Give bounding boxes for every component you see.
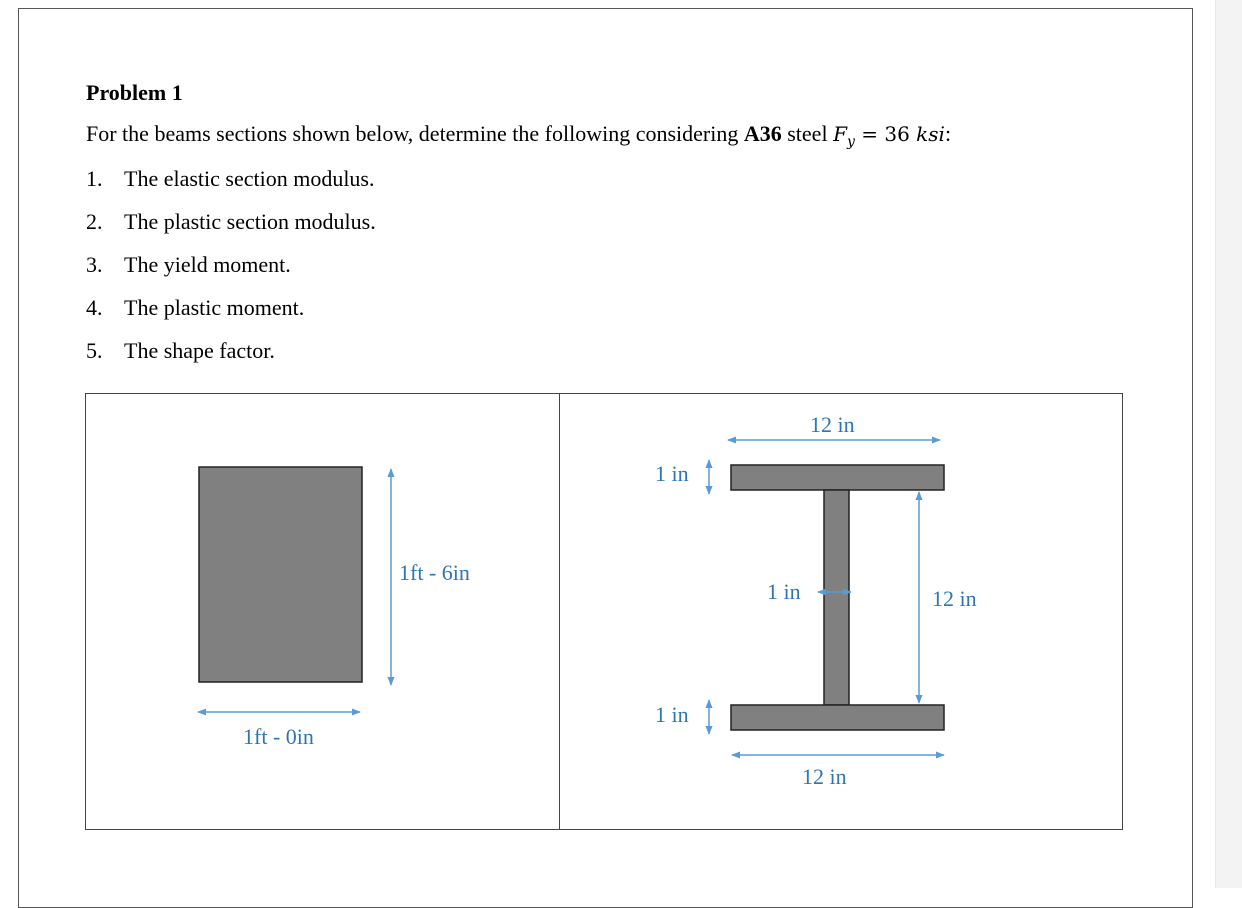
fy-unit: ksi <box>916 122 945 146</box>
scrollbar[interactable] <box>1215 0 1242 888</box>
task-list <box>86 166 376 381</box>
list-item <box>86 166 376 209</box>
list-item-number: 2. <box>86 209 103 234</box>
list-item-text: The yield moment. <box>124 252 291 277</box>
bottom-flange-width-label: 12 in <box>802 764 847 789</box>
top-flange-thickness-label: 1 in <box>655 461 689 486</box>
top-flange-width-label: 12 in <box>810 412 855 437</box>
list-item <box>86 252 376 295</box>
figure-divider <box>559 393 560 830</box>
intro-suffix: : <box>944 121 952 146</box>
list-item-number: 1. <box>86 166 103 191</box>
top-flange <box>731 465 944 490</box>
bottom-flange-thickness-label: 1 in <box>655 702 689 727</box>
intro-mid: steel <box>781 121 834 146</box>
beam-sections-figure <box>85 393 1123 830</box>
rectangle-height-label: 1ft - 6in <box>399 560 470 585</box>
fy-equals: = 36 <box>854 122 917 146</box>
list-item-text: The shape factor. <box>124 338 275 363</box>
intro-prefix: For the beams sections shown below, determine the following considering <box>86 121 744 146</box>
bottom-flange <box>731 705 944 730</box>
list-item <box>86 338 376 381</box>
list-item <box>86 209 376 252</box>
list-item-text: The plastic moment. <box>124 295 305 320</box>
yield-stress-formula <box>833 122 945 150</box>
rectangle-shape <box>199 467 362 682</box>
problem-title: Problem 1 <box>86 80 183 105</box>
rectangle-width-label: 1ft - 0in <box>243 724 314 749</box>
list-item <box>86 295 376 338</box>
list-item-number: 3. <box>86 252 103 277</box>
list-item-text: The elastic section modulus. <box>124 166 375 191</box>
list-item-number: 4. <box>86 295 103 320</box>
web <box>824 490 849 705</box>
fy-symbol: F <box>833 122 847 146</box>
list-item-text: The plastic section modulus. <box>124 209 376 234</box>
steel-grade: A36 <box>743 121 782 146</box>
web-height-label: 12 in <box>932 586 977 611</box>
web-thickness-label: 1 in <box>767 579 801 604</box>
fy-subscript: y <box>846 134 855 150</box>
list-item-number: 5. <box>86 338 103 363</box>
problem-intro <box>86 121 951 150</box>
